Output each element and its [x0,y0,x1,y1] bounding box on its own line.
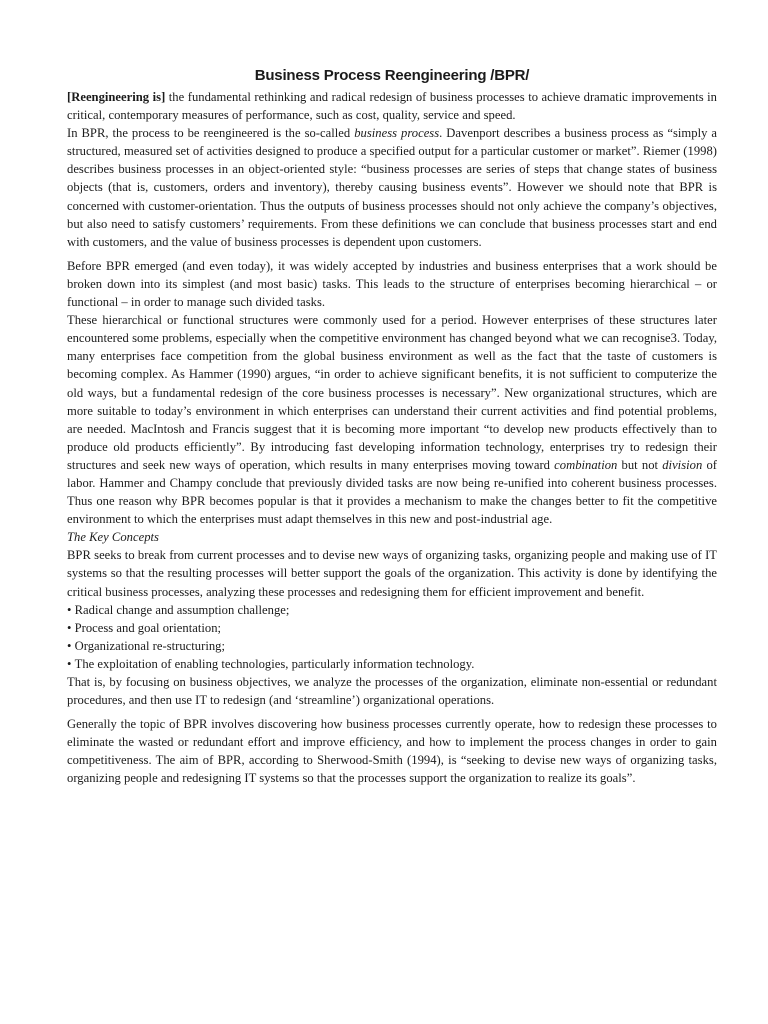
key-concepts-heading: The Key Concepts [67,530,159,545]
document-title: Business Process Reengineering /BPR/ [254,67,530,84]
business-process-paragraph [67,124,717,251]
structures-text-3: of labor. Hammer and Champy conclude that previously divided tasks are now being re-unified into coherent business processes. Thus one reason why BPR becomes popular is that it provides a mechanism to make the changes better to fit the competitive environment to which the enterprises must adapt themselves in this new and post-industrial age. [67,457,717,527]
structures-emphasis-division: division [662,457,703,472]
intro-text: the fundamental rethinking and radical redesign of business processes to achieve dramatic improvements in critical, contemporary measures of performance, such as cost, quality, service and speed. [67,90,717,123]
intro-paragraph [67,88,717,124]
structures-text-1: These hierarchical or functional structures were commonly used for a period. However enterprises of these structures later encountered some problems, especially when the competitive environment has changed beyond what we can recognise3. Today, many enterprises face competition from the global business environment as well as the fact that the taste of customers is becoming complex. As Hammer (1990) argues, “in order to achieve significant benefits, it is not sufficient to computerize the old ways, but a fundamental redesign of the core business processes is necessary”. New organizational structures, which are more suitable to today’s environment in which enterprises can understand their current activities and find potential problems, are needed. MacIntosh and Francis suggest that it is becoming more important “to develop new products effectively than to produce old products efficiently”. By introducing fast developing information technology, enterprises try to redesign their structures and seek new ways of operation, which results in many enterprises moving toward [67,313,717,472]
document-page [67,66,717,788]
bp-emphasis: business process [354,126,440,141]
list-item: • Process and goal orientation; [67,619,717,637]
bp-text-1: In BPR, the process to be reengineered is the so-called [67,126,355,141]
structures-emphasis-combination: combination [554,457,618,472]
objectives-paragraph: That is, by focusing on business objectives, we analyze the processes of the organization, eliminate non-essential or redundant procedures, and then use IT to redesign (and ‘streamline’) organizational operations. [67,675,717,708]
summary-paragraph: Generally the topic of BPR involves discovering how business processes currently operate, how to redesign these processes to eliminate the wasted or redundant effort and improve efficiency, and how to implement the process changes in order to gain competitiveness. The aim of BPR, according to Sherwood-Smith (1994), is “seeking to devise new ways of organizing tasks, organizing people and redesigning IT systems so that the processes support the organization to realize its goals”. [67,717,717,786]
structures-paragraph [67,311,717,528]
structures-text-2: but not [617,457,663,472]
bp-text-2: . Davenport describes a business process as “simply a structured, measured set of activities designed to produce a specified output for a particular customer or market”. Riemer (1998) describes business processes in an object-oriented style: “business processes are series of steps that change states of business objects (that is, customers, orders and inventory), thereby causing business events”. However we should note that BPR is concerned with customer-orientation. Thus the outputs of business processes should not only achieve the company’s objectives, but also need to satisfy customers’ requirements. From these definitions we can conclude that business processes start and end with customers, and the value of business processes is dependent upon customers. [67,126,717,249]
history-paragraph: Before BPR emerged (and even today), it was widely accepted by industries and business enterprises that a work should be broken down into its simplest (and most basic) tasks. This leads to the structure of enterprises becoming hierarchical – or functional – in order to manage such divided tasks. [67,258,717,310]
key-concepts-list [67,601,717,673]
intro-lead: [Reengineering is] [67,90,166,104]
list-item: • Radical change and assumption challenge; [67,601,717,619]
key-concepts-paragraph: BPR seeks to break from current processes and to devise new ways of organizing tasks, organizing people and making use of IT systems so that the resulting processes will better support the goals of the organization. This activity is done by identifying the critical business processes, analyzing these processes and redesigning them for efficient improvement and benefit. [67,548,717,599]
list-item: • Organizational re-structuring; [67,637,717,655]
list-item: • The exploitation of enabling technologies, particularly information technology. [67,655,717,673]
